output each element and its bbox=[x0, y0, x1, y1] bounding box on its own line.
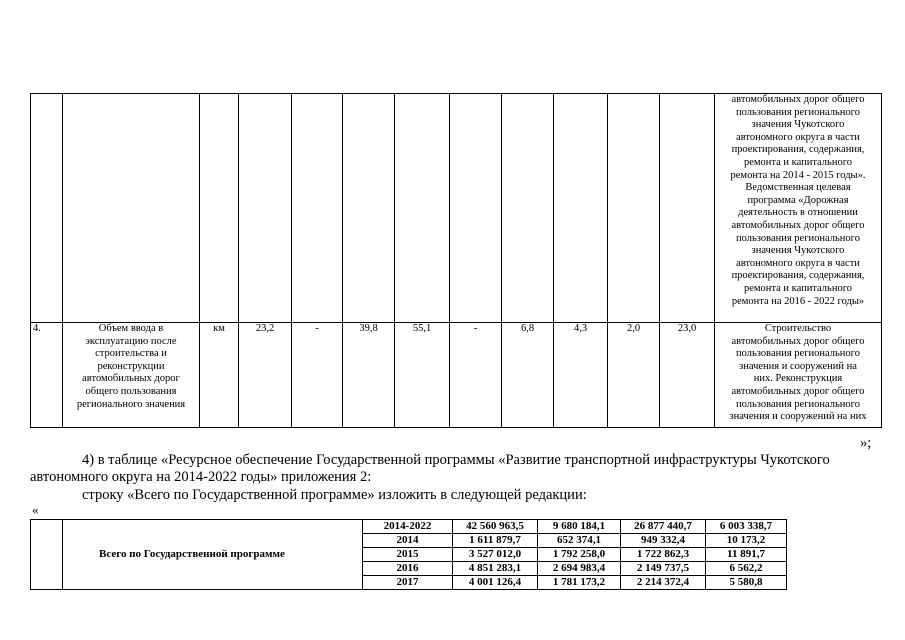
value-cell: 9 680 184,1 bbox=[538, 520, 621, 534]
program-note-cell bbox=[715, 94, 882, 323]
year-cell: 2017 bbox=[363, 576, 453, 590]
year-cell: 2015 bbox=[363, 548, 453, 562]
value-cell: 1 792 258,0 bbox=[538, 548, 621, 562]
text-line: Объем ввода в bbox=[98, 323, 164, 334]
value-cell: 4,3 bbox=[554, 323, 608, 428]
value-cell: 23,0 bbox=[660, 323, 715, 428]
table-cell bbox=[450, 94, 502, 323]
value-cell: 2 149 737,5 bbox=[621, 562, 706, 576]
value-cell: 42 560 963,5 bbox=[453, 520, 538, 534]
value-cell: 26 877 440,7 bbox=[621, 520, 706, 534]
table-cell bbox=[292, 94, 343, 323]
resources-table bbox=[30, 519, 787, 590]
value-cell: 4 001 126,4 bbox=[453, 576, 538, 590]
text-line: ремонта и капитального bbox=[743, 156, 853, 168]
value-cell: 3 527 012,0 bbox=[453, 548, 538, 562]
text-line: общего пользования bbox=[85, 385, 177, 397]
text-line: деятельность в отношении bbox=[738, 207, 858, 219]
value-cell: 5 580,8 bbox=[706, 576, 787, 590]
value-cell: 4 851 283,1 bbox=[453, 562, 538, 576]
value-cell: 2,0 bbox=[608, 323, 660, 428]
table-cell bbox=[395, 94, 450, 323]
table-cell bbox=[343, 94, 395, 323]
text-line: них. Реконструкция bbox=[753, 373, 843, 385]
year-cell: 2014 bbox=[363, 534, 453, 548]
text-line: автономного округа в части bbox=[736, 131, 860, 143]
value-cell: 6 003 338,7 bbox=[706, 520, 787, 534]
text-line: реконструкции bbox=[97, 360, 165, 372]
value-cell: 39,8 bbox=[343, 323, 395, 428]
paragraph-text: автономного округа на 2014-2022 годы» приложения 2: bbox=[30, 469, 372, 485]
indicator-name-cell bbox=[63, 323, 200, 428]
value-cell: - bbox=[292, 323, 343, 428]
text-line: программа «Дорожная bbox=[747, 194, 849, 206]
text-line: автомобильных дорог общего bbox=[731, 94, 865, 105]
table-row bbox=[31, 323, 882, 428]
text-line: Строительство bbox=[764, 323, 832, 334]
table-row bbox=[31, 520, 787, 534]
opening-quote: « bbox=[32, 502, 39, 517]
text-line: ремонта и капитального bbox=[743, 282, 853, 294]
indicators-table bbox=[30, 93, 882, 428]
value-cell: 949 332,4 bbox=[621, 534, 706, 548]
text-line: эксплуатацию после bbox=[85, 335, 177, 347]
text-line: значения Чукотского bbox=[751, 119, 845, 131]
text-line: значения и сооружений на них bbox=[729, 411, 867, 423]
text-line: значения и сооружений на bbox=[739, 360, 857, 372]
table-cell bbox=[608, 94, 660, 323]
text-line: автономного округа в части bbox=[736, 257, 860, 269]
text-line: автомобильных дорог общего bbox=[731, 219, 865, 231]
table-cell bbox=[63, 94, 200, 323]
paragraph-text: 4) в таблице «Ресурсное обеспечение Государственной программы «Развитие транспортной инфраструктуры Чукотского bbox=[82, 452, 830, 468]
text-line: автомобильных дорог bbox=[82, 373, 180, 385]
text-line: пользования регионального bbox=[736, 106, 860, 118]
text-line: пользования регионального bbox=[736, 398, 860, 410]
text-line: ремонта на 2016 - 2022 годы» bbox=[731, 295, 865, 307]
value-cell: 23,2 bbox=[239, 323, 292, 428]
text-line: автомобильных дорог общего bbox=[731, 385, 865, 397]
text-line: пользования регионального bbox=[736, 232, 860, 244]
value-cell: 6 562,2 bbox=[706, 562, 787, 576]
unit-cell: км bbox=[200, 323, 239, 428]
value-cell: 1 781 173,2 bbox=[538, 576, 621, 590]
closing-quote: »; bbox=[860, 435, 872, 451]
year-cell: 2014-2022 bbox=[363, 520, 453, 534]
text-line: проектирования, содержания, bbox=[731, 144, 865, 156]
program-note-cell bbox=[715, 323, 882, 428]
value-cell: 11 891,7 bbox=[706, 548, 787, 562]
text-line: строительства и bbox=[95, 348, 167, 360]
value-cell: 6,8 bbox=[502, 323, 554, 428]
value-cell: 1 611 879,7 bbox=[453, 534, 538, 548]
year-cell: 2016 bbox=[363, 562, 453, 576]
table-cell bbox=[31, 520, 63, 590]
table-row bbox=[31, 94, 882, 323]
table-cell bbox=[239, 94, 292, 323]
text-line: значения Чукотского bbox=[751, 245, 845, 257]
table-cell bbox=[502, 94, 554, 323]
table-cell bbox=[554, 94, 608, 323]
table-cell bbox=[31, 94, 63, 323]
value-cell: - bbox=[450, 323, 502, 428]
value-cell: 652 374,1 bbox=[538, 534, 621, 548]
text-line: автомобильных дорог общего bbox=[731, 335, 865, 347]
table-cell bbox=[200, 94, 239, 323]
row-number: 4. bbox=[31, 323, 63, 428]
paragraph-text: строку «Всего по Государственной программе» изложить в следующей редакции: bbox=[82, 487, 587, 503]
text-line: ремонта на 2014 - 2015 годы». bbox=[730, 169, 866, 181]
total-label: Всего по Государственной программе bbox=[63, 520, 363, 590]
value-cell: 55,1 bbox=[395, 323, 450, 428]
value-cell: 2 694 983,4 bbox=[538, 562, 621, 576]
table-cell bbox=[660, 94, 715, 323]
value-cell: 2 214 372,4 bbox=[621, 576, 706, 590]
value-cell: 10 173,2 bbox=[706, 534, 787, 548]
text-line: проектирования, содержания, bbox=[731, 270, 865, 282]
text-line: регионального значения bbox=[76, 398, 186, 410]
text-line: пользования регионального bbox=[736, 348, 860, 360]
value-cell: 1 722 862,3 bbox=[621, 548, 706, 562]
text-line: Ведомственная целевая bbox=[745, 182, 851, 194]
